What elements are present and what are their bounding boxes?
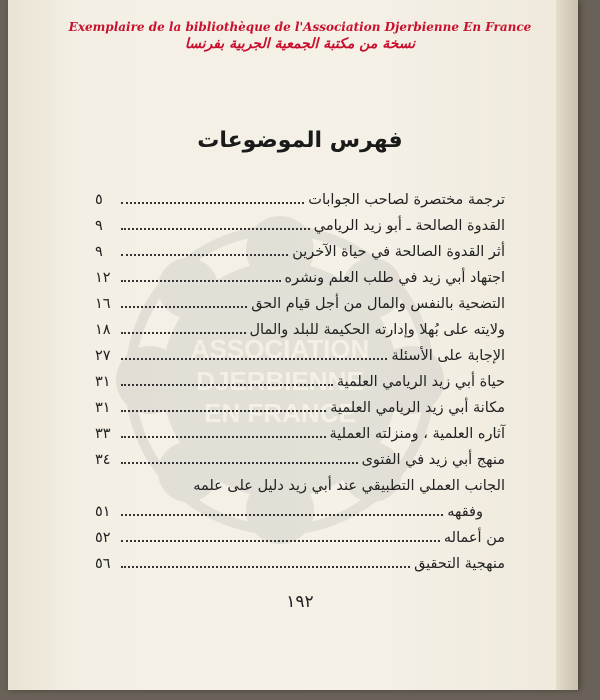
- toc-entry-page: ١٢: [95, 270, 111, 286]
- library-header-arabic: نسخة من مكتبة الجمعية الجربية بفرنسا: [184, 36, 416, 52]
- toc-entry-title: اجتهاد أبي زيد في طلب العلم ونشره: [284, 270, 505, 286]
- toc-leader-dots: [121, 352, 387, 360]
- toc-entry-page: ٣١: [95, 400, 111, 416]
- toc-entry-page: ٣٤: [95, 452, 111, 468]
- toc-entry-title: آثاره العلمية ، ومنزلته العملية: [329, 426, 505, 442]
- toc-leader-dots: [121, 326, 246, 334]
- toc-entry-title: أثر القدوة الصالحة في حياة الآخرين: [292, 244, 505, 260]
- toc-entry-page: ٣٣: [95, 426, 111, 442]
- toc-entry-page: ١٨: [95, 322, 111, 338]
- toc-leader-dots: [121, 222, 310, 230]
- toc-entry: [95, 546, 505, 572]
- toc-entry: [95, 338, 505, 364]
- toc-leader-dots: [121, 248, 288, 256]
- page-title: فهرس الموضوعات: [197, 128, 403, 153]
- toc-leader-dots: [121, 430, 326, 438]
- toc-entry: [95, 286, 505, 312]
- toc-leader-dots: [121, 456, 358, 464]
- toc-leader-dots: [121, 508, 443, 516]
- toc-entry-page: ٣١: [95, 374, 111, 390]
- toc-leader-dots: [121, 534, 440, 542]
- toc-entry-page: ١٦: [95, 296, 111, 312]
- toc-entry: [95, 312, 505, 338]
- toc-entry-page: ٥١: [95, 504, 111, 520]
- watermark-text-3: EN FRANCE: [204, 398, 356, 428]
- toc-leader-dots: [121, 560, 410, 568]
- table-of-contents: [95, 182, 505, 572]
- toc-entry: [95, 234, 505, 260]
- page-number: ١٩٢: [286, 592, 314, 612]
- toc-entry-page: ٩: [95, 244, 103, 260]
- toc-entry-title: التضحية بالنفس والمال من أجل قيام الحق: [251, 296, 505, 312]
- toc-entry: [95, 364, 505, 390]
- toc-entry: [95, 260, 505, 286]
- toc-entry-page: ٥: [95, 192, 103, 208]
- watermark-text-1: ASSOCIATION: [190, 334, 370, 364]
- toc-entry: [95, 416, 505, 442]
- toc-entry-title: الإجابة على الأسئلة: [391, 348, 505, 364]
- toc-entry-title: ولايته على بُهلا وإدارته الحكيمة للبلد والمال: [249, 322, 505, 338]
- toc-entry: [95, 182, 505, 208]
- library-header-french: Exemplaire de la bibliothèque de l'Association Djerbienne En France: [68, 20, 532, 34]
- toc-entry-page: ٢٧: [95, 348, 111, 364]
- toc-entry-title: منهجية التحقيق: [414, 556, 505, 572]
- toc-entry-title: من أعماله: [443, 530, 505, 546]
- toc-entry-title: الجانب العملي التطبيقي عند أبي زيد دليل على علمه: [193, 478, 505, 494]
- toc-entry: [95, 520, 505, 546]
- toc-entry-title: منهج أبي زيد في الفتوى: [361, 452, 505, 468]
- toc-leader-dots: [121, 404, 326, 412]
- toc-leader-dots: [121, 378, 333, 386]
- toc-entry-title: حياة أبي زيد الريامي العلمية: [336, 374, 505, 390]
- toc-entry: [95, 208, 505, 234]
- toc-entry: [95, 468, 505, 494]
- toc-entry-title: ترجمة مختصرة لصاحب الجوابات: [308, 192, 505, 208]
- watermark-text-2: DJERBIENNE: [196, 366, 364, 396]
- toc-leader-dots: [121, 274, 281, 282]
- page-spine-shadow: [556, 0, 578, 690]
- toc-entry: [95, 390, 505, 416]
- toc-entry-page: ٥٢: [95, 530, 111, 546]
- toc-leader-dots: [121, 196, 304, 204]
- toc-leader-dots: [121, 300, 247, 308]
- toc-entry-page: ٥٦: [95, 556, 111, 572]
- toc-entry: [95, 442, 505, 468]
- toc-entry-title: مكانة أبي زيد الريامي العلمية: [330, 400, 505, 416]
- toc-entry-title: وفقهه: [447, 504, 483, 520]
- toc-entry-page: ٩: [95, 218, 103, 234]
- toc-entry-title: القدوة الصالحة ـ أبو زيد الريامي: [313, 218, 505, 234]
- toc-entry: [95, 494, 505, 520]
